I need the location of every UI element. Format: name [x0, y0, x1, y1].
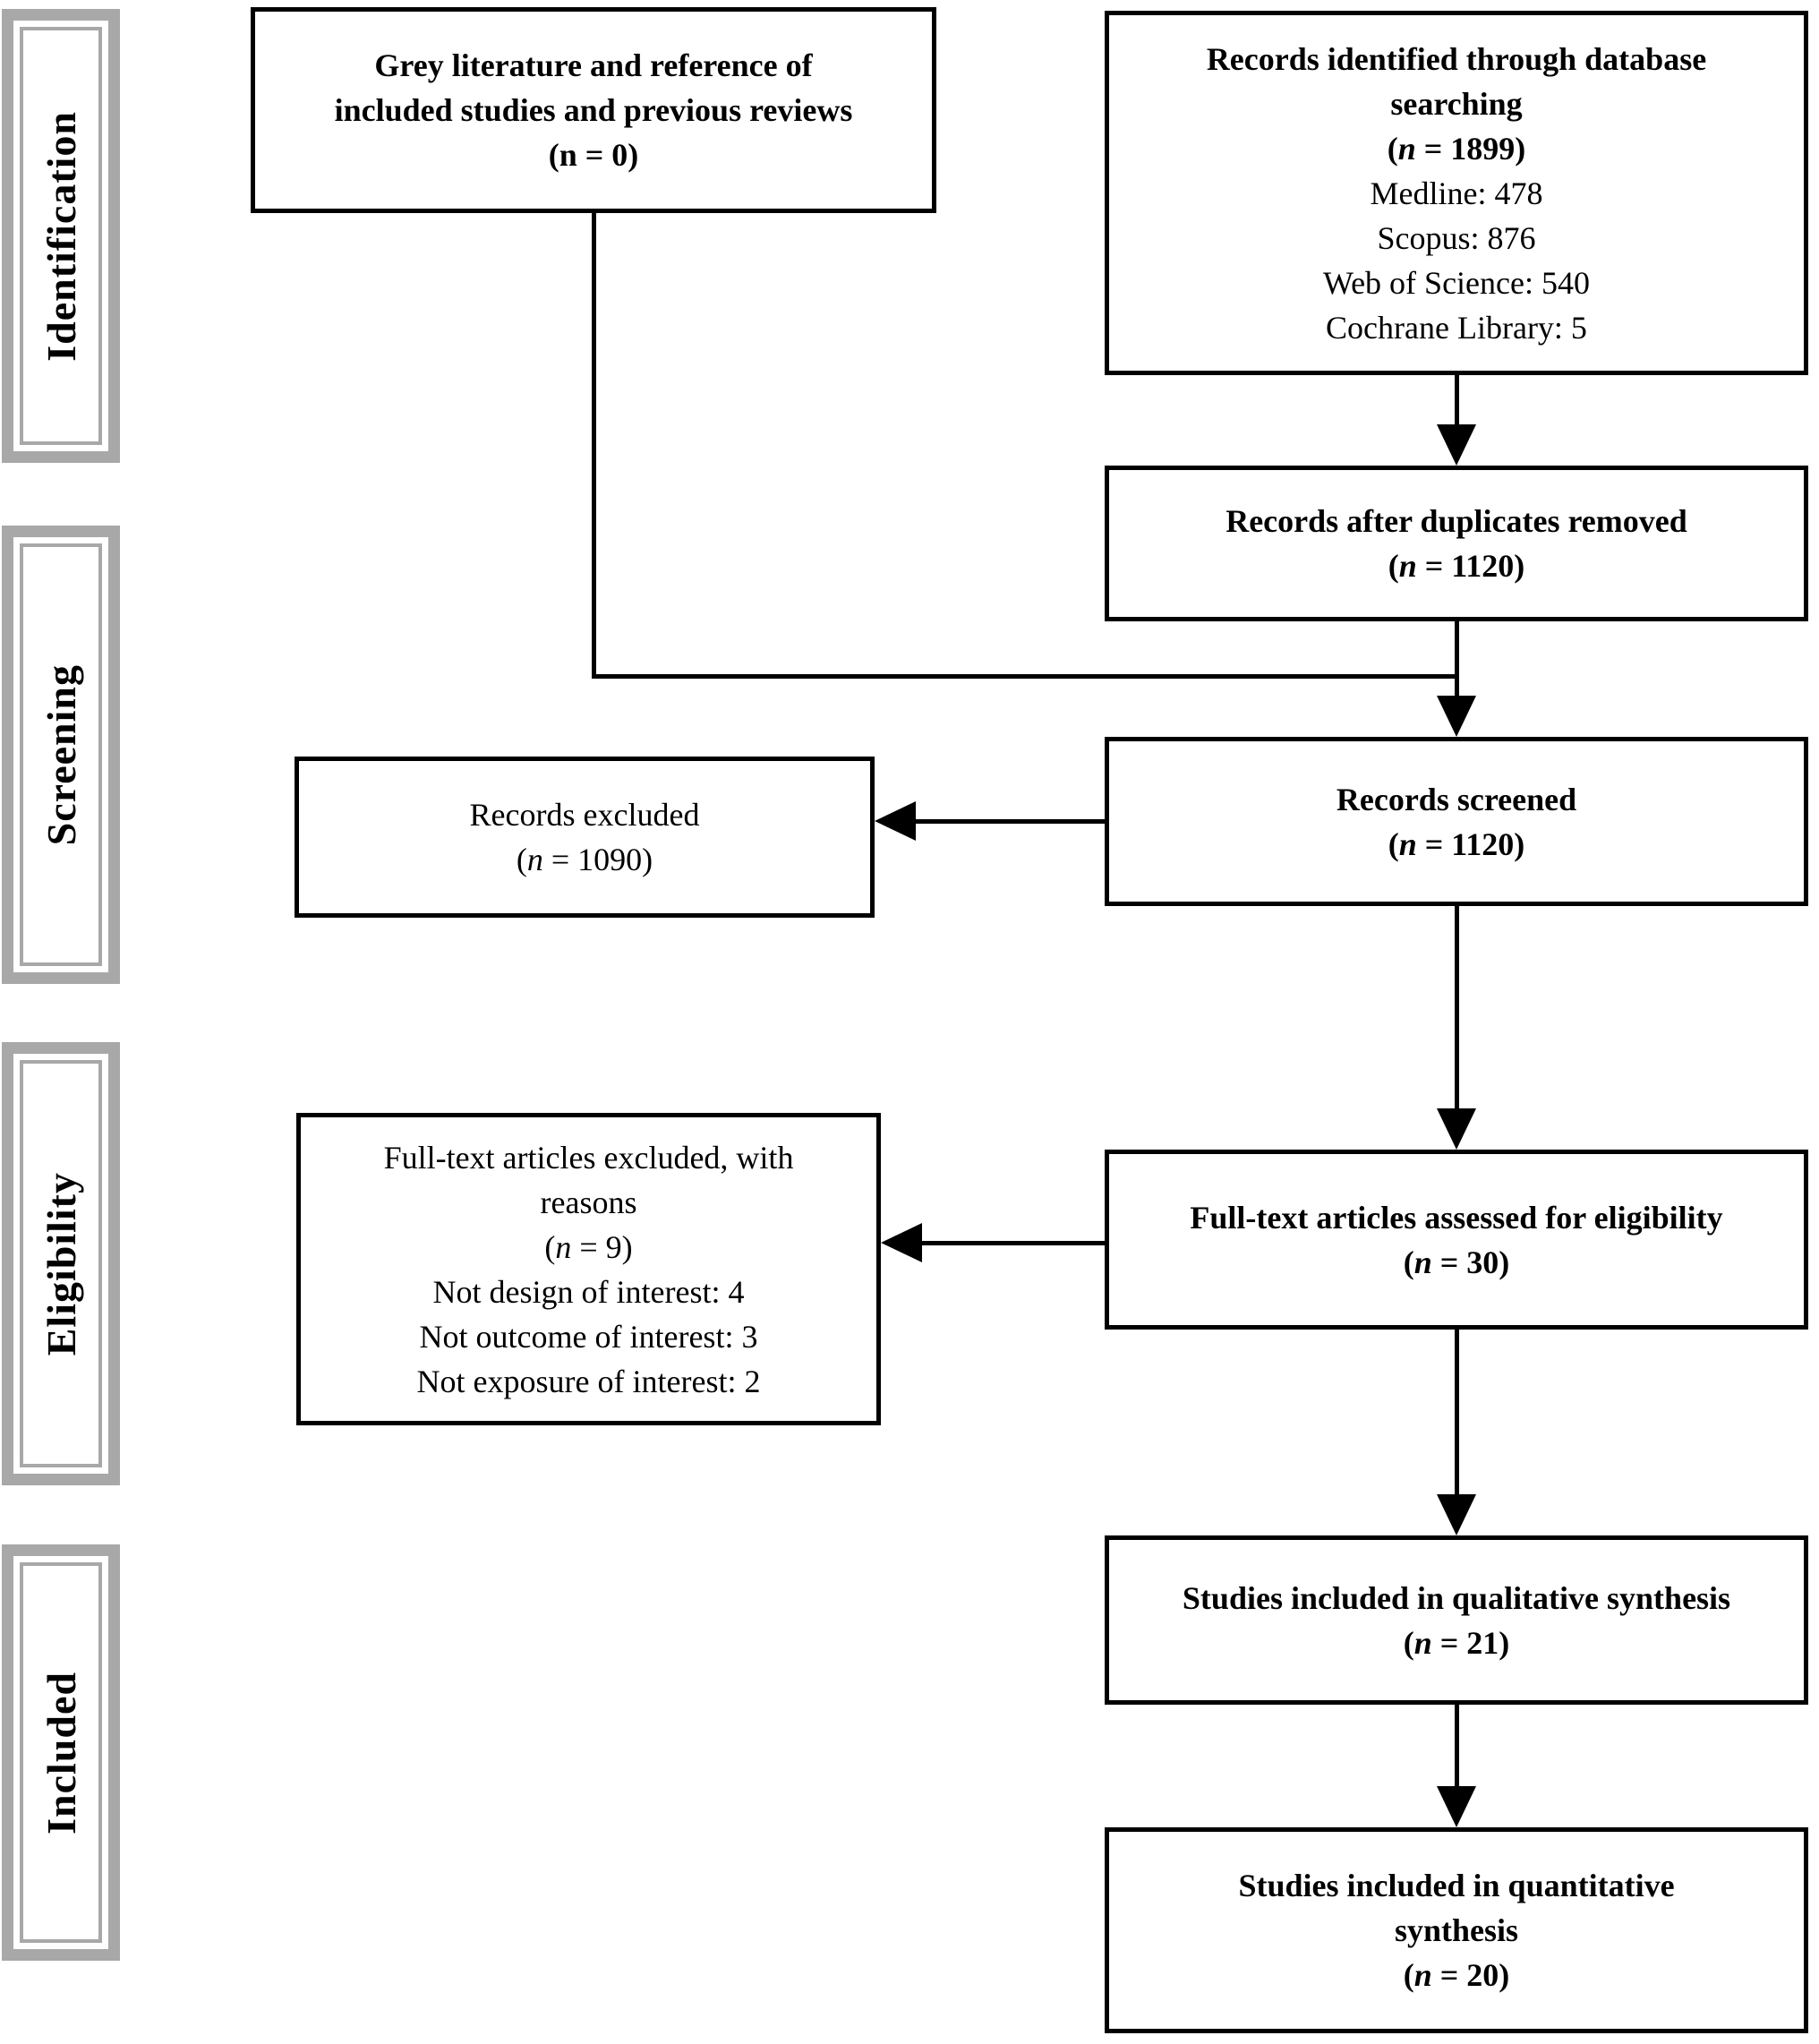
records-identified-title	[1116, 37, 1797, 171]
text-line: Grey literature and reference of	[374, 47, 813, 83]
connector-assessed-to-qualitative	[1455, 1330, 1459, 1496]
stage-identification	[2, 9, 120, 463]
text-line: reasons	[540, 1184, 637, 1220]
stage-screening-label: Screening	[38, 663, 84, 846]
arrowhead-fulltext-excluded-icon	[881, 1223, 922, 1262]
text-line: Records screened	[1336, 781, 1577, 817]
stage-screening	[2, 526, 120, 984]
stage-identification-label: Identification	[38, 110, 84, 362]
text-line: (n = 0)	[548, 137, 639, 173]
text-line: (n = 1090)	[516, 842, 653, 877]
text-line: Records identified through database	[1206, 40, 1707, 77]
arrowhead-records-excluded-icon	[875, 801, 916, 841]
stage-eligibility-label: Eligibility	[38, 1171, 84, 1356]
connector-greyliterature-merge	[592, 674, 1459, 679]
duplicates-removed-box	[1105, 466, 1808, 621]
text-line: (n = 1899)	[1387, 130, 1526, 167]
stage-eligibility	[2, 1042, 120, 1485]
fulltext-excluded-box	[296, 1113, 881, 1425]
text-line: Full-text articles excluded, with	[383, 1139, 794, 1176]
connector-greyliterature-down	[592, 213, 596, 679]
arrowhead-quantitative-icon	[1437, 1786, 1476, 1827]
records-excluded-box	[295, 757, 875, 918]
text-line: Not outcome of interest: 3	[419, 1318, 758, 1355]
fulltext-assessed-box	[1105, 1150, 1808, 1330]
connector-identified-to-duplicates	[1455, 375, 1459, 426]
connector-assessed-to-ftexcluded	[922, 1241, 1105, 1245]
arrowhead-screened-icon	[1437, 696, 1476, 737]
text-line: Records after duplicates removed	[1225, 503, 1687, 539]
stage-identification-frame	[20, 27, 102, 445]
stage-screening-frame	[20, 543, 102, 966]
text-line: Records excluded	[469, 797, 700, 833]
records-identified-box	[1105, 11, 1808, 375]
text-line: Scopus: 876	[1377, 219, 1536, 256]
stage-included	[2, 1544, 120, 1961]
text-line: (n = 30)	[1403, 1244, 1510, 1280]
text-line: Not design of interest: 4	[432, 1273, 745, 1310]
quantitative-synthesis-box	[1105, 1827, 1808, 2033]
text-line: Studies included in quantitative	[1238, 1868, 1675, 1903]
text-line: (n = 21)	[1403, 1624, 1510, 1661]
qualitative-synthesis-box	[1105, 1535, 1808, 1705]
arrowhead-assessed-icon	[1437, 1108, 1476, 1150]
text-line: searching	[1390, 85, 1523, 122]
text-line: (n = 9)	[544, 1228, 633, 1265]
stage-eligibility-frame	[20, 1060, 102, 1467]
text-line: (n = 1120)	[1388, 825, 1525, 862]
text-line: synthesis	[1394, 1912, 1519, 1948]
connector-duplicates-to-screened	[1455, 621, 1459, 697]
text-line: Cochrane Library: 5	[1326, 309, 1587, 346]
text-line: Web of Science: 540	[1322, 264, 1590, 301]
text-line: included studies and previous reviews	[334, 92, 853, 128]
text-line: Full-text articles assessed for eligibility	[1190, 1199, 1723, 1236]
text-line: Studies included in qualitative synthesis	[1182, 1579, 1731, 1616]
stage-included-label: Included	[38, 1671, 84, 1834]
connector-screened-to-excluded	[916, 819, 1105, 824]
text-line: Medline: 478	[1370, 175, 1543, 211]
text-line: Not exposure of interest: 2	[416, 1363, 761, 1399]
text-line: (n = 1120)	[1388, 548, 1525, 584]
arrowhead-duplicates-icon	[1437, 424, 1476, 466]
grey-literature-box	[251, 7, 936, 213]
connector-screened-to-assessed	[1455, 906, 1459, 1110]
text-line: (n = 20)	[1403, 1957, 1510, 1993]
arrowhead-qualitative-icon	[1437, 1494, 1476, 1535]
records-screened-box	[1105, 737, 1808, 906]
stage-included-frame	[20, 1562, 102, 1943]
records-identified-sources	[1116, 171, 1797, 350]
connector-qualitative-to-quantitative	[1455, 1705, 1459, 1788]
